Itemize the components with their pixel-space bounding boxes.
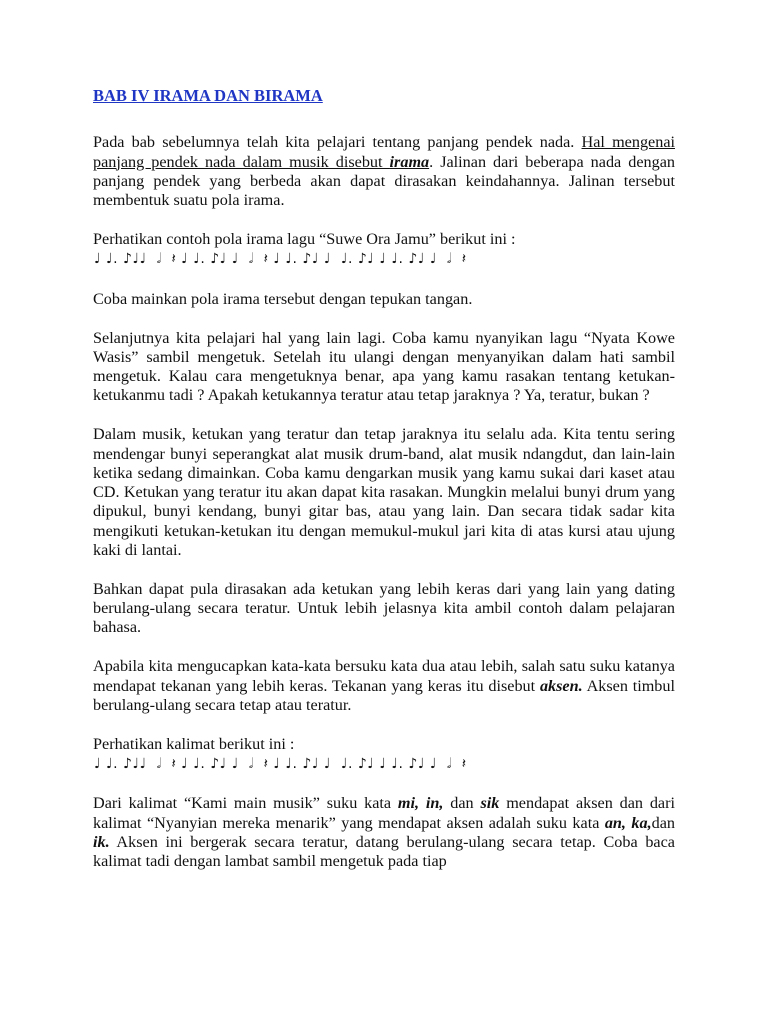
term-irama: irama [389,152,430,171]
syllable-ik: ik. [93,833,110,852]
paragraph-accent [93,657,675,715]
example-text-c: dan [443,794,481,813]
paragraph-tapping: Selanjutnya kita pelajari hal yang lain lagi. Coba kamu nyanyikan lagu “Nyata Kowe Wasis” sambil mengetuk. Setelah itu ulangi dengan menyanyikan dalam hati sambil mengetuk. Kalau cara mengetuknya benar, apa yang kamu rasakan tentang ketukan-ketukanmu tadi ? Apakah ketukannya teratur atau tetap jaraknya ? Ya, teratur, bukan ? [93,328,675,405]
paragraph-clap: Coba mainkan pola irama tersebut dengan tepukan tangan. [93,289,473,308]
paragraph-stronger-beat: Bahkan dapat pula dirasakan ada ketukan yang lebih keras dari yang lain yang dating berulang-ulang secara teratur. Untuk lebih jelasnya kita ambil contoh dalam pelajaran bahasa. [93,579,675,637]
paragraph-accent-example [93,794,675,871]
example-text-a: Dari kalimat “Kami main musik” suku kata [93,794,398,813]
paragraph-intro [93,133,675,210]
intro-text-a: Pada bab sebelumnya telah kita pelajari tentang panjang pendek nada. [93,133,582,152]
intro-text-underlined: Hal mengenai panjang pendek nada dalam musik disebut [93,133,675,171]
intro-text-d: . Jalinan dari beberapa nada dengan panjang pendek yang berbeda akan dapat dirasakan keindahannya. Jalinan tersebut membentuk suatu pola irama. [93,152,675,210]
paragraph-example-song: Perhatikan contoh pola irama lagu “Suwe Ora Jamu” berikut ini : [93,229,516,248]
document-page [93,86,675,891]
example-text-i: Aksen ini bergerak secara teratur, datang berulang-ulang secara tetap. Coba baca kalimat tadi dengan lambat sambil mengetuk pada tiap [93,833,675,871]
syllables-mi-in: mi, in, [397,794,444,813]
term-aksen: aksen. [539,676,583,695]
syllable-sik: sik [480,794,500,813]
syllables-an-ka: an, ka, [604,813,652,832]
rhythm-pattern-1: ♩ ♩. ♪♩♩ 𝅗𝅥 𝄽 ♩ ♩. ♪♩ ♩ 𝅗𝅥 𝄽 ♩ ♩. ♪♩ ♩ ♩. ♪♩ ♩ ♩. ♪♩ ♩ 𝅗𝅥 𝄽 [94,251,467,268]
example-text-g: dan [651,813,675,832]
accent-text-c: Aksen timbul berulang-ulang secara tetap atau teratur. [93,676,675,714]
example-text-e: mendapat aksen dan dari kalimat “Nyanyian mereka menarik” yang mendapat aksen adalah suku kata [93,794,675,832]
chapter-title[interactable]: BAB IV IRAMA DAN BIRAMA [93,86,323,105]
paragraph-music-beat: Dalam musik, ketukan yang teratur dan tetap jaraknya itu selalu ada. Kita tentu sering mendengar bunyi seperangkat alat musik drum-band, alat musik ndangdut, dan lain-lain ketika sedang dimainkan. Coba kamu dengarkan musik yang kamu sukai dari kaset atau CD. Ketukan yang teratur itu akan dapat kita rasakan. Mungkin melalui bunyi drum yang dipukul, bunyi kendang, bunyi gitar bas, atau yang lain. Dan secara tidak sadar kita mengikuti ketukan-ketukan itu dengan memukul-mukul jari kita di atas kursi atau ujung kaki di lantai. [93,425,675,560]
accent-text-a: Apabila kita mengucapkan kata-kata bersuku kata dua atau lebih, salah satu suku katanya mendapat tekanan yang lebih keras. Tekanan yang keras itu disebut [93,657,675,695]
paragraph-sentence-intro: Perhatikan kalimat berikut ini : [93,734,295,753]
rhythm-pattern-2: ♩ ♩. ♪♩♩ 𝅗𝅥 𝄽 ♩ ♩. ♪♩ ♩ 𝅗𝅥 𝄽 ♩ ♩. ♪♩ ♩ ♩. ♪♩ ♩ ♩. ♪♩ ♩ 𝅗𝅥 𝄽 [94,755,467,772]
